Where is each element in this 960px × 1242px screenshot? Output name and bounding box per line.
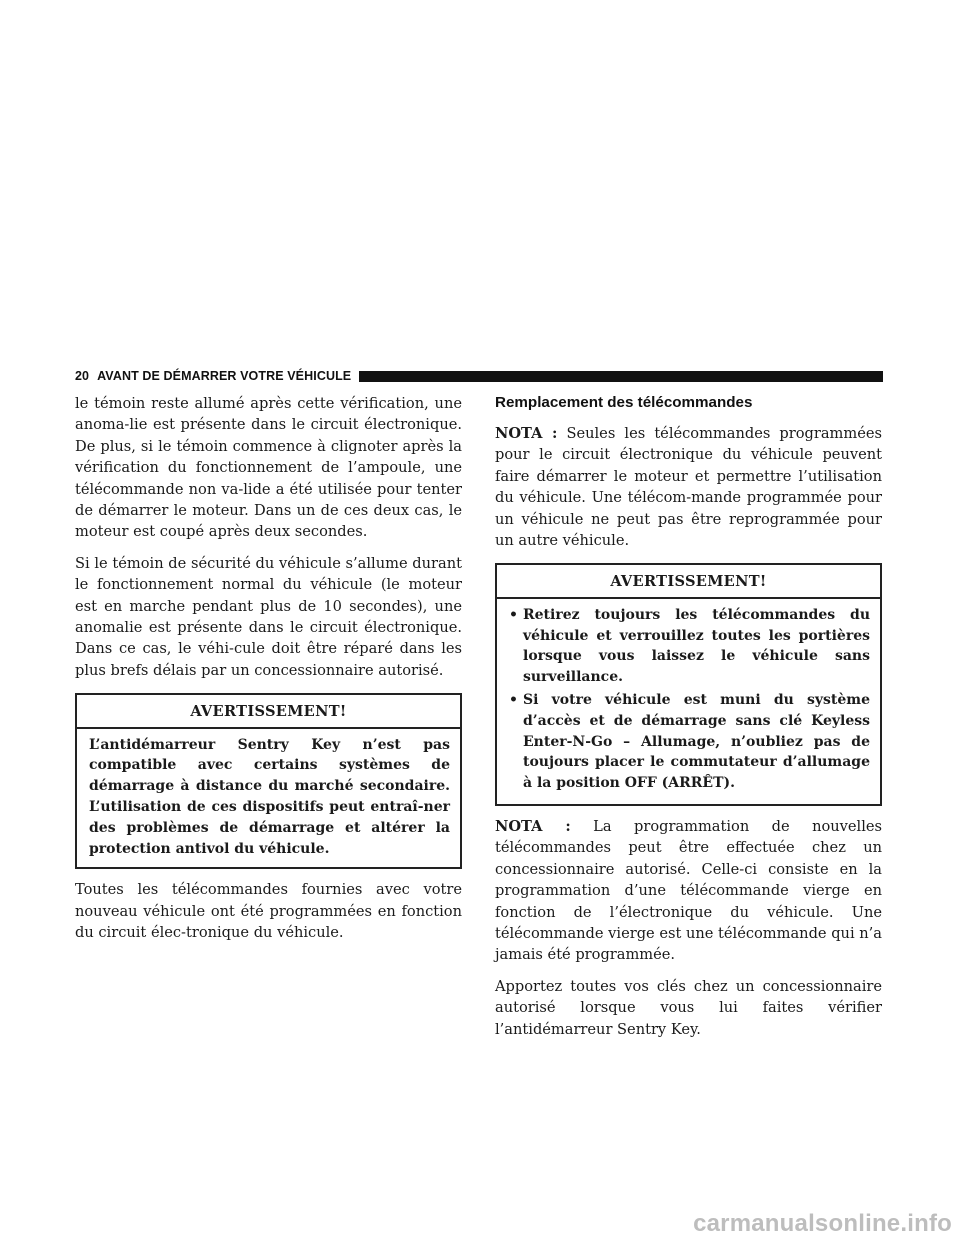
warning-box-remotes [495,563,882,806]
bullet-icon: • [509,692,518,709]
section-heading: Remplacement des télécommandes [495,394,753,411]
warning-title: AVERTISSEMENT! [497,565,880,598]
page-number: 20 [75,369,90,383]
paragraph-bring-keys: Apportez toutes vos clés chez un concessionnaire autorisé lorsque vous lui faites vérifier l’antidémarreur Sentry Key. [495,977,882,1038]
warning-title: AVERTISSEMENT! [77,695,460,728]
nota-label: NOTA : [495,818,571,836]
section-title: AVANT DE DÉMARRER VOTRE VÉHICULE [97,369,352,383]
nota-label: NOTA : [495,425,558,442]
warning-list-item: • Si votre véhicule est muni du système d’accès et de démarrage sans clé Keyless Enter-N-Go – Allumage, n’oubliez pas de toujours placer le commutateur d’allumage à la position OFF (ARRÊT). [509,692,870,792]
warning-list-item: • Retirez toujours les télécommandes du véhicule et verrouillez toutes les portières lorsque vous laissez le véhicule sans surveillance. [509,606,870,686]
warning-list [509,605,870,794]
right-column [495,393,882,1050]
page-header [75,368,883,384]
left-column [75,393,462,954]
warning-text: L’antidémarreur Sentry Key n’est pas compatible avec certains systèmes de démarrage à distance du marché secondaire. L’utilisation de ces dispositifs peut entraî-ner des problèmes de démarrage et altérer la protection antivol du véhicule. [89,736,450,857]
nota-text: Seules les télécommandes programmées pour le circuit électronique du véhicule peuvent faire démarrer le moteur et permettre l’utilisation du véhicule. Une télécom-mande programmée pour un véhicule ne peut pas être reprogrammée pour un autre véhicule. [495,425,882,550]
paragraph-anomaly: le témoin reste allumé après cette vérification, une anoma-lie est présente dans le circuit électronique. De plus, si le témoin commence à clignoter après la vérification du fonctionnement de l’ampoule, une télécommande non va-lide a été utilisée pour tenter de démarrer le moteur. Dans un de ces deux cas, le moteur est coupé après deux secondes. [75,395,462,541]
bullet-icon: • [509,606,518,623]
header-rule [359,371,883,382]
nota-paragraph-2 [495,816,882,966]
warning-box-sentry-key [75,693,462,869]
watermark: carmanualsonline.info [693,1210,952,1237]
paragraph-remotes-programmed: Toutes les télécommandes fournies avec votre nouveau véhicule ont été programmées en fonction du circuit élec-tronique du véhicule. [75,881,462,942]
nota-paragraph-1 [495,423,882,551]
nota-text: La programmation de nouvelles télécommandes peut être effectuée chez un concessionnaire autorisé. Celle-ci consiste en la programmation d’une télécommande vierge en fonction de l’électronique du véhicule. Une télécommande vierge est une télécommande qui n’a jamais été programmée. [495,818,883,964]
paragraph-security-light: Si le témoin de sécurité du véhicule s’allume durant le fonctionnement normal du véhicule (le moteur est en marche pendant plus de 10 secondes), une anomalie est présente dans le circuit électronique. Dans ce cas, le véhi-cule doit être réparé dans les plus brefs délais par un concessionnaire autorisé. [75,554,462,679]
